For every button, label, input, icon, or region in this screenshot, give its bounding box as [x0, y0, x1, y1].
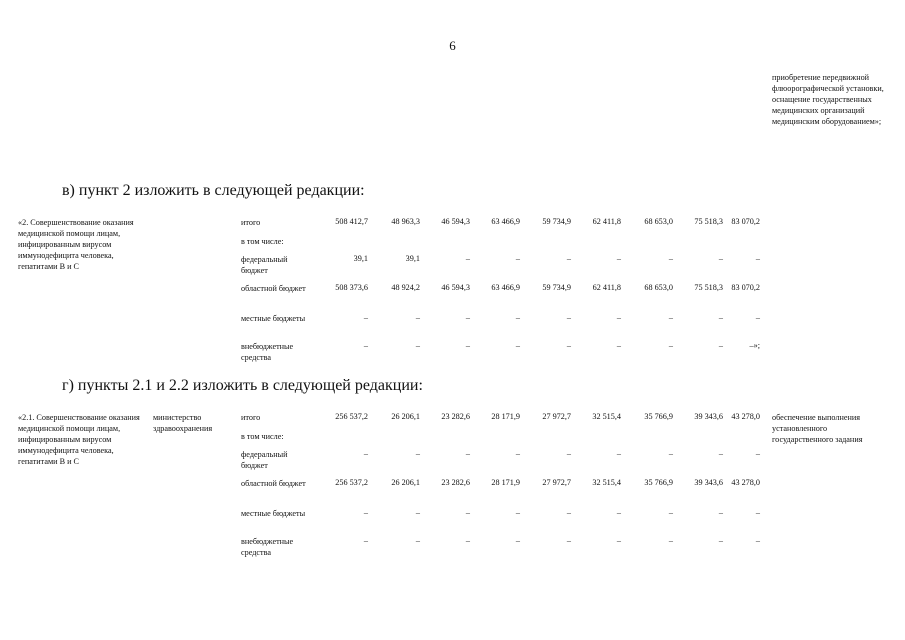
value-cell: 39,1: [353, 254, 368, 263]
value-cell: 508 412,7: [335, 217, 368, 226]
value-cell: –: [465, 341, 470, 350]
value-cell: –: [566, 508, 571, 517]
value-cell: 43 278,0: [731, 412, 760, 421]
value-cell: 48 924,2: [391, 283, 420, 292]
value-cell: –: [515, 536, 520, 545]
value-cell: 256 537,2: [335, 412, 368, 421]
value-cell: –: [718, 449, 723, 458]
value-cell: 63 466,9: [491, 217, 520, 226]
value-cell: –: [515, 254, 520, 263]
value-cell: 26 206,1: [391, 412, 420, 421]
value-cell: –: [668, 341, 673, 350]
value-cell: 39 343,6: [694, 412, 723, 421]
value-cell: –: [465, 313, 470, 322]
value-cell: –: [616, 449, 621, 458]
row-label: итого: [241, 413, 261, 422]
value-cell: –: [515, 313, 520, 322]
row-label: местные бюджеты: [241, 314, 306, 323]
section-g-result: обеспечение выполнения установленного государственного задания: [772, 413, 863, 444]
row-label: местные бюджеты: [241, 509, 306, 518]
value-cell: –: [718, 254, 723, 263]
value-cell: –: [566, 313, 571, 322]
value-cell: 63 466,9: [491, 283, 520, 292]
row-label: итого: [241, 218, 261, 227]
value-cell: –: [755, 449, 760, 458]
row-label: в том числе:: [241, 237, 284, 246]
value-cell: –: [515, 508, 520, 517]
value-cell: –: [415, 449, 420, 458]
section-v-heading: в) пункт 2 изложить в следующей редакции:: [62, 182, 365, 199]
value-cell: 39,1: [405, 254, 420, 263]
value-cell: 28 171,9: [491, 478, 520, 487]
value-cell: –: [566, 536, 571, 545]
value-cell: 46 594,3: [441, 217, 470, 226]
value-cell: –: [668, 313, 673, 322]
value-cell: 39 343,6: [694, 478, 723, 487]
row-label: областной бюджет: [241, 284, 306, 293]
value-cell: –: [718, 341, 723, 350]
value-cell: 62 411,8: [592, 283, 621, 292]
value-cell: –: [718, 536, 723, 545]
value-cell: –: [668, 449, 673, 458]
value-cell: –: [515, 449, 520, 458]
value-cell: 68 653,0: [644, 217, 673, 226]
value-cell: –: [616, 313, 621, 322]
value-cell: 59 734,9: [542, 283, 571, 292]
value-cell: –: [755, 313, 760, 322]
value-cell: 256 537,2: [335, 478, 368, 487]
value-cell: –: [465, 254, 470, 263]
value-cell: –»;: [749, 341, 760, 350]
value-cell: –: [465, 536, 470, 545]
row-label: федеральный бюджет: [241, 255, 288, 275]
value-cell: 35 766,9: [644, 412, 673, 421]
row-label: областной бюджет: [241, 479, 306, 488]
value-cell: –: [363, 508, 368, 517]
value-cell: 23 282,6: [441, 478, 470, 487]
value-cell: –: [415, 313, 420, 322]
value-cell: 83 070,2: [731, 283, 760, 292]
value-cell: 43 278,0: [731, 478, 760, 487]
value-cell: 59 734,9: [542, 217, 571, 226]
row-label: внебюджетные средства: [241, 537, 294, 557]
value-cell: –: [465, 508, 470, 517]
value-cell: –: [515, 341, 520, 350]
value-cell: –: [616, 341, 621, 350]
value-cell: –: [668, 254, 673, 263]
continuation-note: приобретение передвижной флюорографической установки, оснащение государственных медицинских организаций медицинским оборудованием»;: [772, 73, 884, 126]
value-cell: –: [363, 449, 368, 458]
value-cell: –: [616, 508, 621, 517]
value-cell: –: [668, 536, 673, 545]
section-g-program-name: «2.1. Совершенствование оказания медицинской помощи лицам, инфицированным вирусом иммунодефицита человека, гепатитами В и С: [18, 413, 140, 466]
value-cell: 23 282,6: [441, 412, 470, 421]
value-cell: –: [668, 508, 673, 517]
value-cell: –: [363, 341, 368, 350]
value-cell: –: [718, 313, 723, 322]
value-cell: 46 594,3: [441, 283, 470, 292]
row-label: федеральный бюджет: [241, 450, 288, 470]
value-cell: 32 515,4: [592, 412, 621, 421]
section-v-program-name: «2. Совершенствование оказания медицинской помощи лицам, инфицированным вирусом иммунодефицита человека, гепатитами В и С: [18, 218, 134, 271]
value-cell: 32 515,4: [592, 478, 621, 487]
value-cell: –: [755, 536, 760, 545]
value-cell: 68 653,0: [644, 283, 673, 292]
section-g-heading: г) пункты 2.1 и 2.2 изложить в следующей редакции:: [62, 377, 423, 394]
value-cell: –: [566, 254, 571, 263]
value-cell: –: [415, 508, 420, 517]
value-cell: 35 766,9: [644, 478, 673, 487]
value-cell: 28 171,9: [491, 412, 520, 421]
value-cell: –: [363, 536, 368, 545]
value-cell: 75 518,3: [694, 217, 723, 226]
value-cell: 83 070,2: [731, 217, 760, 226]
page-number: 6: [449, 38, 456, 53]
value-cell: –: [616, 254, 621, 263]
row-label: в том числе:: [241, 432, 284, 441]
value-cell: –: [718, 508, 723, 517]
value-cell: –: [616, 536, 621, 545]
value-cell: 27 972,7: [542, 478, 571, 487]
value-cell: 508 373,6: [335, 283, 368, 292]
value-cell: –: [755, 254, 760, 263]
value-cell: 48 963,3: [391, 217, 420, 226]
section-g-executor: министерство здравоохранения: [153, 413, 213, 433]
value-cell: –: [566, 449, 571, 458]
row-label: внебюджетные средства: [241, 342, 294, 362]
value-cell: –: [415, 341, 420, 350]
value-cell: –: [363, 313, 368, 322]
value-cell: –: [465, 449, 470, 458]
value-cell: –: [415, 536, 420, 545]
value-cell: 26 206,1: [391, 478, 420, 487]
value-cell: 75 518,3: [694, 283, 723, 292]
value-cell: 62 411,8: [592, 217, 621, 226]
value-cell: –: [755, 508, 760, 517]
value-cell: 27 972,7: [542, 412, 571, 421]
value-cell: –: [566, 341, 571, 350]
